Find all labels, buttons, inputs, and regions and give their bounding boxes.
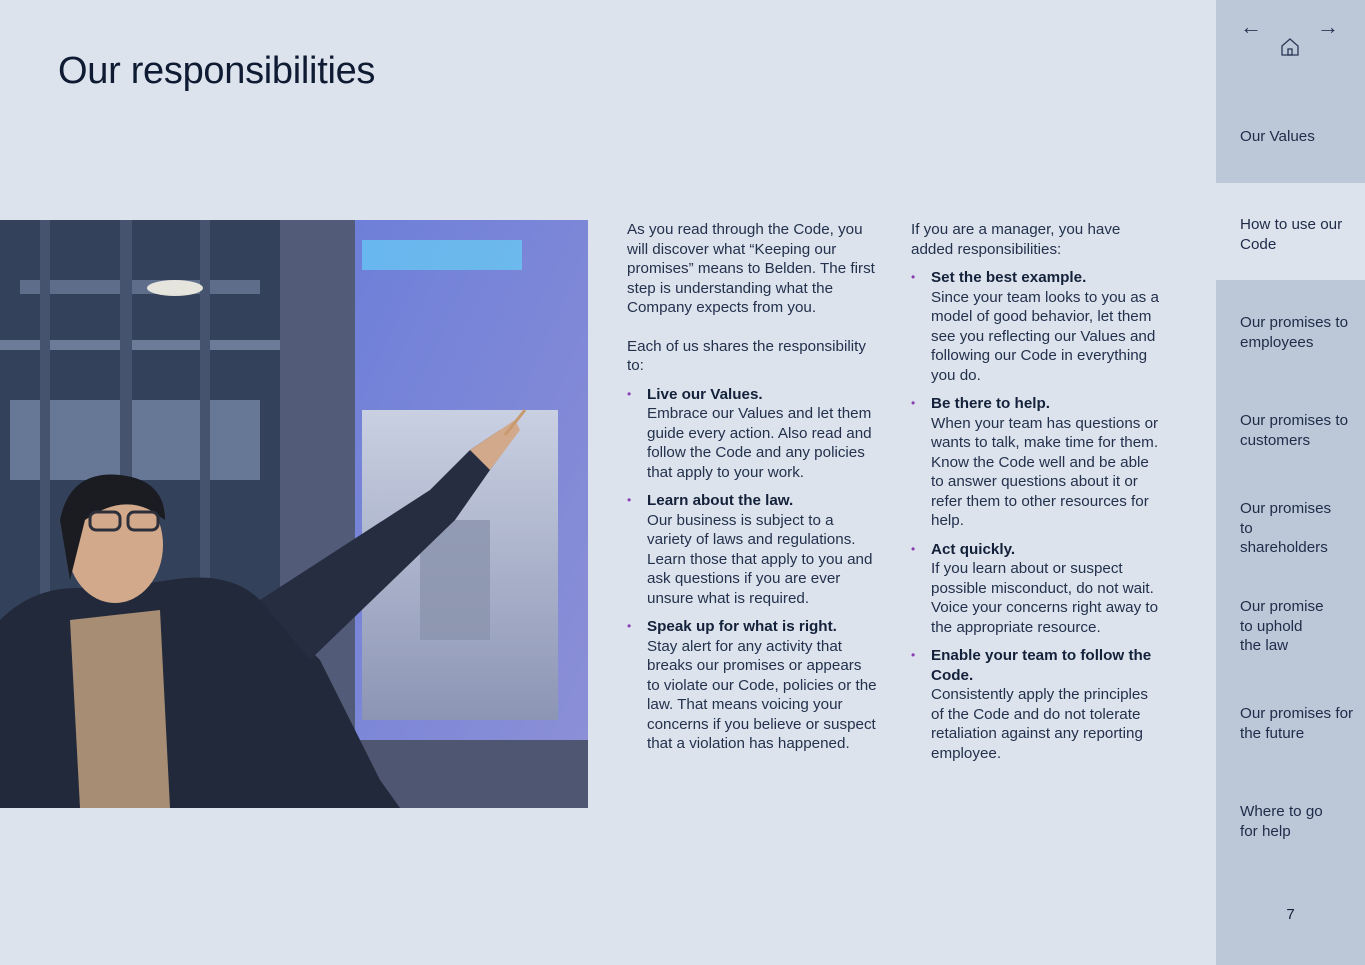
sidebar-item-promises-customers[interactable]: Our promises to customers <box>1240 412 1349 449</box>
list-item <box>627 491 877 608</box>
list-item <box>911 540 1161 638</box>
intro-column <box>627 220 877 763</box>
responsibilities-list <box>627 385 877 754</box>
page-number: 7 <box>1286 906 1295 923</box>
item-text: If you learn about or suspect possible misconduct, do not wait. Voice your concerns right away to the appropriate resource. <box>931 560 1159 636</box>
sidebar-nav <box>1216 0 1365 965</box>
list-item <box>911 646 1161 763</box>
bullet-icon: • <box>627 493 632 507</box>
list-item <box>627 617 877 754</box>
item-text: Since your team looks to you as a model of good behavior, let them see you reflecting our Values and following our Code in everything you do. <box>931 288 1159 384</box>
sidebar-item-where-to-go-for-help[interactable]: Where to go for help <box>1240 803 1323 840</box>
list-item <box>627 385 877 483</box>
sidebar-item-uphold-the-law[interactable]: Our promise to uphold the law <box>1240 598 1324 654</box>
photo-woman-pointing-at-screen <box>0 220 588 808</box>
bullet-icon: • <box>911 541 916 556</box>
item-title: Enable your team to follow the Code. <box>931 647 1152 684</box>
bullet-icon: • <box>627 619 632 633</box>
sidebar-item-promises-future[interactable]: Our promises for the future <box>1240 705 1354 742</box>
item-title: Speak up for what is right. <box>647 618 837 635</box>
intro-paragraph: As you read through the Code, you will discover what “Keeping our promises” means to Belden. The first step is understanding what the Company expects from you. <box>627 221 875 316</box>
sidebar-item-promises-employees[interactable]: Our promises to employees <box>1240 314 1349 351</box>
sidebar-item-our-values[interactable]: Our Values <box>1240 128 1315 145</box>
list-item <box>911 268 1161 385</box>
item-text: Embrace our Values and let them guide every action. Also read and follow the Code and any policies that apply to your work. <box>647 405 872 481</box>
page-title: Our responsibilities <box>58 50 376 92</box>
item-text: Consistently apply the principles of the Code and do not tolerate retaliation against any reporting employee. <box>931 686 1148 762</box>
manager-intro: If you are a manager, you have added responsibilities: <box>911 221 1121 258</box>
home-icon[interactable] <box>1279 36 1301 63</box>
prev-page-arrow-icon[interactable]: ← <box>1240 14 1262 39</box>
item-text: Our business is subject to a variety of laws and regulations. Learn those that apply to you and ask questions if you are ever unsure what is required. <box>647 511 873 607</box>
next-page-arrow-icon[interactable]: → <box>1317 14 1339 39</box>
bullet-icon: • <box>911 396 916 410</box>
item-text: Stay alert for any activity that breaks our promises or appears to violate our Code, policies or the law. That means voicing your concerns if you believe or suspect that a violation has happened. <box>647 637 877 752</box>
item-text: When your team has questions or wants to talk, make time for them. Know the Code well and be able to answer questions about it or refer them to other resources for help. <box>931 414 1159 529</box>
bullet-icon: • <box>911 270 916 284</box>
bullet-icon: • <box>911 648 916 662</box>
item-title: Be there to help. <box>931 395 1050 412</box>
manager-column <box>911 220 1161 772</box>
intro-lead: Each of us shares the responsibility to: <box>627 337 866 374</box>
item-title: Live our Values. <box>647 385 763 403</box>
sidebar-item-promises-shareholders[interactable]: Our promises to shareholders <box>1240 500 1332 556</box>
manager-list <box>911 268 1161 763</box>
item-title: Set the best example. <box>931 269 1087 286</box>
item-title: Learn about the law. <box>647 492 794 509</box>
sidebar-item-how-to-use-our-code[interactable]: How to use our Code <box>1216 183 1365 280</box>
bullet-icon: • <box>627 386 632 401</box>
item-title: Act quickly. <box>931 540 1016 558</box>
list-item <box>911 394 1161 531</box>
